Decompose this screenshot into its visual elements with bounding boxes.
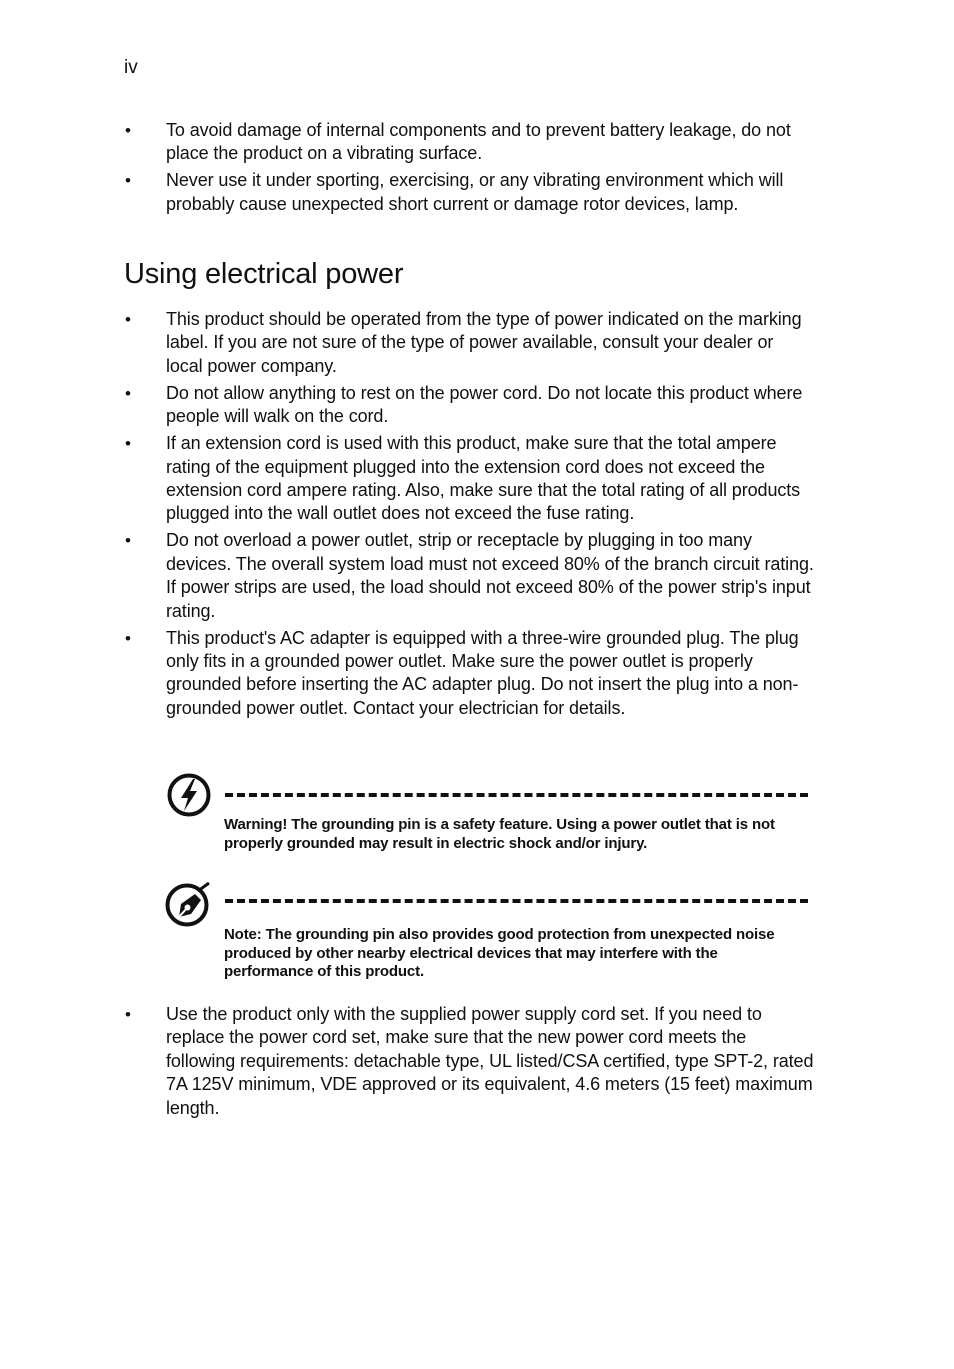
dashed-divider <box>225 899 808 903</box>
dashed-divider <box>225 793 808 797</box>
note-text: Note: The grounding pin also provides good protection from unexpected noise produced by other nearby electrical devices that may interfere with the performance of this product. <box>224 926 775 981</box>
warning-callout <box>165 771 810 861</box>
list-item: • Do not overload a power outlet, strip or receptacle by plugging in too many devices. The overall system load must not exceed 80% of the branch circuit rating. If power strips are used, the load should not exceed 80% of the power strip's input rating. <box>125 530 814 621</box>
bullet-icon: • <box>125 531 131 551</box>
bullet-icon: • <box>125 383 131 403</box>
bullet-icon: • <box>125 121 131 140</box>
precautions-list <box>124 119 814 220</box>
bullet-icon: • <box>125 1005 131 1024</box>
list-item: • To avoid damage of internal components and to prevent battery leakage, do not place the product on a vibrating surface. <box>125 120 791 164</box>
lightning-bolt-icon <box>165 771 213 819</box>
bullet-icon: • <box>125 171 131 191</box>
list-item: • This product's AC adapter is equipped with a three-wire grounded plug. The plug only fits in a grounded power outlet. Make sure the power outlet is properly grounded before inserting the AC adapter plug. Do not insert the plug into a non-grounded power outlet. Contact your electrician for details. <box>125 627 799 718</box>
list-item: • Use the product only with the supplied power supply cord set. If you need to replace the power cord set, make sure that the new power cord meets the following requirements: detachable type, UL listed/CSA certified, type SPT-2, rated 7A 125V minimum, VDE approved or its equivalent, 4.6 meters (15 feet) maximum length. <box>125 1004 814 1118</box>
page-number: iv <box>124 57 138 78</box>
section-title: Using electrical power <box>124 258 404 290</box>
power-cord-list <box>124 1003 814 1124</box>
list-item: • Do not allow anything to rest on the power cord. Do not locate this product where people will walk on the cord. <box>125 382 803 427</box>
list-item: • Never use it under sporting, exercising, or any vibrating environment which will probably cause unexpected short current or damage rotor devices, lamp. <box>125 170 784 214</box>
note-callout <box>165 880 810 990</box>
list-item: • If an extension cord is used with this product, make sure that the total ampere rating of the equipment plugged into the extension cord does not exceed the extension cord ampere rating. Also, make sure that the total rating of all products plugged into the wall outlet does not exceed the fuse rating. <box>125 433 801 524</box>
bullet-icon: • <box>125 434 131 454</box>
bullet-icon: • <box>125 310 131 329</box>
bullet-icon: • <box>125 628 131 648</box>
pen-nib-icon <box>165 880 213 928</box>
warning-text: Warning! The grounding pin is a safety feature. Using a power outlet that is not properly grounded may result in electric shock and/or injury. <box>224 816 775 852</box>
list-item: • This product should be operated from the type of power indicated on the marking label. If you are not sure of the type of power available, consult your dealer or local power company. <box>125 309 802 376</box>
electrical-power-list <box>124 308 814 724</box>
